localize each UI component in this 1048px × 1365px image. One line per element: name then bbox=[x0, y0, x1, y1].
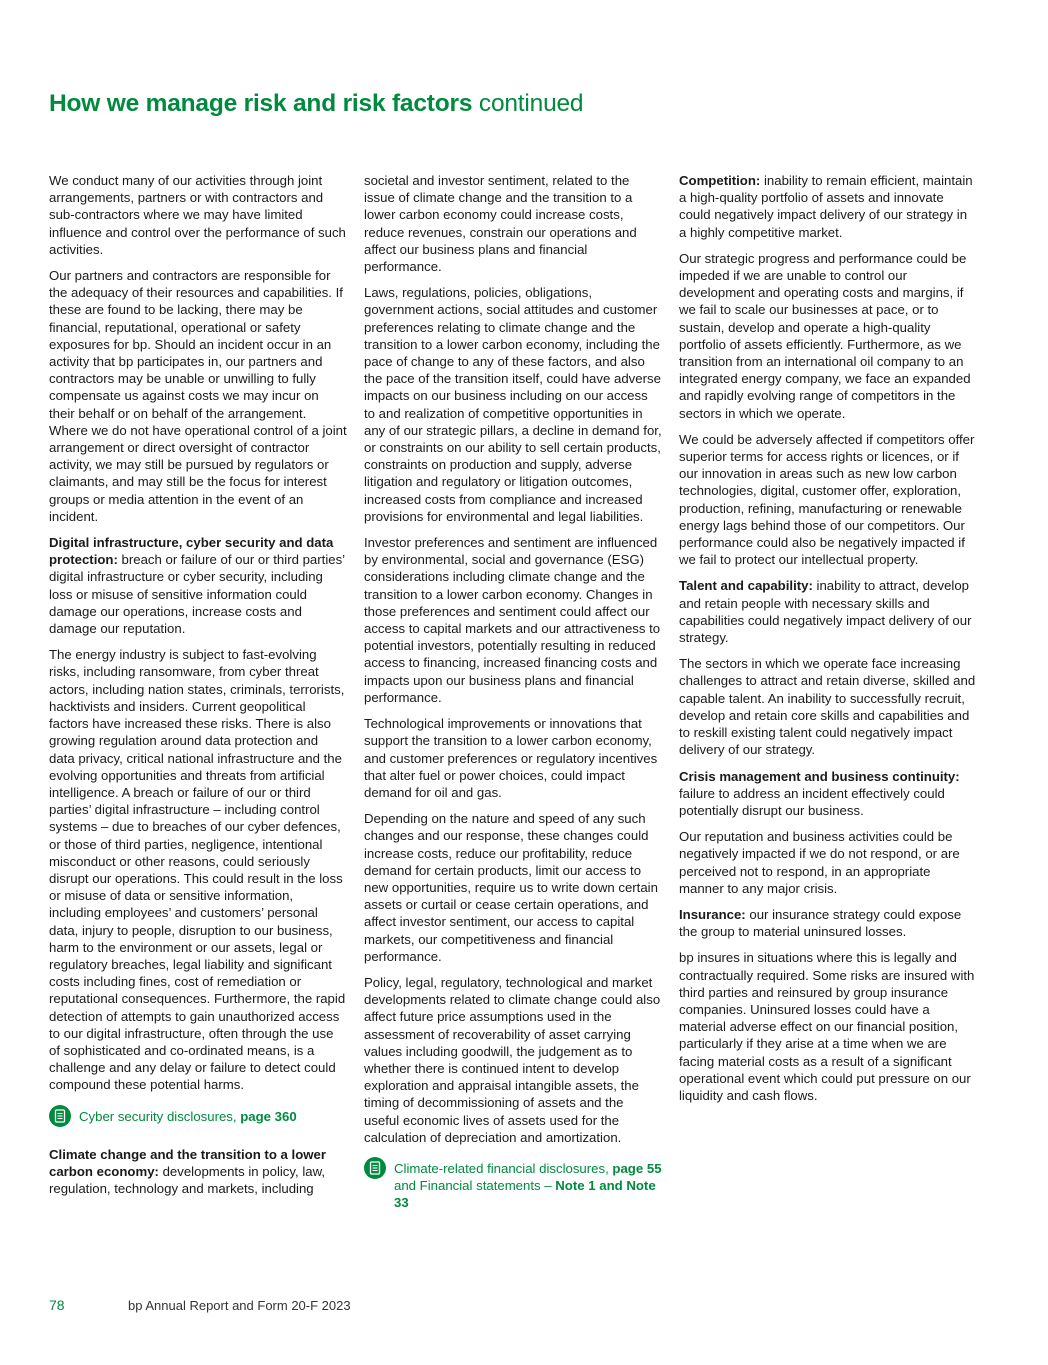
paragraph bbox=[679, 906, 977, 940]
paragraph: Our reputation and business activities could be negatively impacted if we do not respond, or are perceived not to respond, in an appropriate manner to any major crisis. bbox=[679, 829, 960, 896]
page-number: 78 bbox=[49, 1297, 65, 1313]
risk-heading-digital: Digital infrastructure, cyber security and data protection: bbox=[49, 535, 334, 568]
paragraph: Depending on the nature and speed of any such changes and our response, these changes could increase costs, reduce our profitability, reduce demand for certain products, limit our access to new opportunities, require us to write down certain assets or curtail or cease certain operations, and affect investor sentiment, our access to capital markets, our competitiveness and financial performance. bbox=[364, 811, 658, 964]
ref-label: Cyber security disclosures, bbox=[79, 1108, 241, 1124]
cross-reference-climate[interactable] bbox=[364, 1160, 662, 1212]
paragraph: We conduct many of our activities through joint arrangements, partners or with contractors and sub-contractors where we may have limited influence and control over the performance of such activities. bbox=[49, 173, 346, 257]
risk-description: failure to address an incident effectively could potentially disrupt our business. bbox=[679, 785, 945, 818]
paragraph: Investor preferences and sentiment are influenced by environmental, social and governance (ESG) considerations including climate change and the transition to a lower carbon economy. Changes in those preferences and sentiment could affect our access to capital markets and our attractiveness to potential investors, potentially resulting in reduced access to financing, increased financing costs and impacts upon our business plans and financial performance. bbox=[364, 535, 661, 705]
ref-label: Climate-related financial disclosures, bbox=[394, 1160, 613, 1176]
ref-page-link[interactable]: page 360 bbox=[240, 1108, 297, 1124]
paragraph: The energy industry is subject to fast-evolving risks, including ransomware, from cyber threat actors, including nation states, criminals, terrorists, hacktivists and insiders. Current geopolitical factors have increased these risks. There is also growing regulation around data protection and data privacy, critical national infrastructure and the evolving opportunities and threats from artificial intelligence. A breach or failure of our or third parties’ digital infrastructure – including control systems – due to breaches of our cyber defences, or those of third parties, negligence, intentional misconduct or other reasons, could seriously disrupt our operations. This could result in the loss or misuse of data or sensitive information, including employees’ and customers’ personal data, injury to people, disruption to our business, harm to the environment or our assets, legal or regulatory breaches, legal liability and significant costs including fines, cost of remediation or reputational consequences. Furthermore, the rapid detection of attempts to gain unauthorized access to our digital infrastructure, often through the use of sophisticated and co-ordinated means, is a challenge and any delay or failure to detect could compound these potential harms. bbox=[49, 647, 346, 1093]
ref-note-link[interactable]: Note 1 and Note 33 bbox=[394, 1178, 656, 1211]
paragraph: Our partners and contractors are responsible for the adequacy of their resources and capabilities. If these are found to be lacking, there may be financial, reputational, operational or safety exposures for bp. Should an incident occur in an activity that bp participates in, our partners and contractors may be unable or unwilling to fully compensate us against costs we may incur on their behalf or on behalf of the arrangement. Where we do not have operational control of a joint arrangement or direct oversight of contractor activity, we may still be pursued by regulators or claimants, and may still be the focus for interest groups or media attention in the event of an incident. bbox=[49, 268, 347, 524]
paragraph: The sectors in which we operate face increasing challenges to attract and retain diverse, skilled and capable talent. An inability to successfully recruit, develop and retain core skills and capabilities and to reskill existing talent could negatively impact delivery of our strategy. bbox=[679, 656, 976, 758]
paragraph bbox=[679, 577, 977, 646]
paragraph bbox=[679, 768, 977, 820]
page-title bbox=[49, 90, 583, 118]
column-2 bbox=[364, 172, 662, 1228]
title-continued: continued bbox=[478, 90, 584, 117]
column-1 bbox=[49, 172, 347, 1206]
risk-description: our insurance strategy could expose the group to material uninsured losses. bbox=[679, 906, 962, 940]
risk-heading-insurance: Insurance: bbox=[679, 906, 746, 922]
paragraph: societal and investor sentiment, related to the issue of climate change and the transition to a lower carbon economy could increase costs, reduce revenues, constrain our operations and affect our business plans and financial performance. bbox=[364, 173, 637, 275]
risk-heading-climate: Climate change and the transition to a lower carbon economy: bbox=[49, 1146, 326, 1179]
risk-heading-talent: Talent and capability: bbox=[679, 578, 813, 594]
risk-description: breach or failure of our or third parties’ digital infrastructure or cyber security, including loss or misuse of sensitive information could damage our operations, increase costs and damage our reputation. bbox=[49, 552, 345, 637]
cross-reference-text[interactable] bbox=[79, 1108, 297, 1125]
ref-label: and Financial statements – bbox=[394, 1178, 556, 1194]
paragraph bbox=[679, 172, 977, 241]
risk-heading-competition: Competition: bbox=[679, 173, 761, 188]
risk-description: inability to remain efficient, maintain a high-quality portfolio of assets and innovate could negatively impact delivery of our strategy in a highly competitive market. bbox=[679, 173, 973, 240]
paragraph: Technological improvements or innovations that support the transition to a lower carbon economy, and customer preferences or regulatory incentives that alter fuel or power choices, could impact demand for oil and gas. bbox=[364, 716, 658, 800]
paragraph: bp insures in situations where this is legally and contractually required. Some risks are insured with third parties and reinsured by group insurance companies. Uninsured losses could have a material adverse effect on our financial position, particularly if they arise at a time when we are facing material costs as a result of a significant operational event which could put pressure on our liquidity and cash flows. bbox=[679, 950, 975, 1103]
risk-description: inability to attract, develop and retain people with necessary skills and capabilities could negatively impact delivery of our strategy. bbox=[679, 578, 972, 646]
cross-reference-text[interactable] bbox=[394, 1160, 662, 1212]
paragraph: Policy, legal, regulatory, technological and market developments related to climate change could also affect future price assumptions used in the assessment of recoverability of asset carrying values including goodwill, the judgement as to whether there is continued intent to develop exploration and appraisal intangible assets, the timing of decommissioning of assets and the useful economic lives of assets used for the calculation of depreciation and amortization. bbox=[364, 974, 661, 1145]
document-icon bbox=[49, 1105, 71, 1127]
paragraph: Laws, regulations, policies, obligations, government actions, social attitudes and customer preferences relating to climate change and the transition to a lower carbon economy, including the pace of change to any of these factors, and also the pace of the transition itself, could have adverse impacts on our business including on our access to and realization of competitive opportunities in any of our strategic pillars, a decline in demand for, or constraints on our ability to sell certain products, constraints on production and supply, adverse litigation and regulatory or litigation outcomes, increased costs from compliance and increased provisions for environmental and legal liabilities. bbox=[364, 285, 662, 524]
document-icon bbox=[364, 1157, 386, 1179]
risk-heading-crisis: Crisis management and business continuity: bbox=[679, 768, 960, 784]
column-3 bbox=[679, 172, 977, 1113]
risk-description: developments in policy, law, regulation, technology and markets, including bbox=[49, 1163, 326, 1196]
paragraph bbox=[49, 534, 347, 637]
paragraph bbox=[49, 1146, 347, 1198]
report-title: bp Annual Report and Form 20-F 2023 bbox=[128, 1298, 351, 1313]
paragraph: We could be adversely affected if competitors offer superior terms for access rights or licences, or if our innovation in areas such as new low carbon technologies, digital, customer offer, exploration, production, refining, manufacturing or renewable energy lags behind those of our competitors. Our performance could also be negatively impacted if we fail to protect our intellectual property. bbox=[679, 431, 975, 568]
ref-page-link[interactable]: page 55 bbox=[612, 1160, 662, 1176]
title-main: How we manage risk and risk factors bbox=[49, 90, 473, 117]
paragraph: Our strategic progress and performance could be impeded if we are unable to control our development and operating costs and margins, if we fail to scale our businesses at pace, or to sustain, develop and operate a high-quality portfolio of assets efficiently. Furthermore, as we transition from an international oil company to an integrated energy company, we face an expanded and rapidly evolving range of competitors in the sectors in which we operate. bbox=[679, 250, 971, 421]
cross-reference-cyber[interactable] bbox=[49, 1108, 347, 1130]
